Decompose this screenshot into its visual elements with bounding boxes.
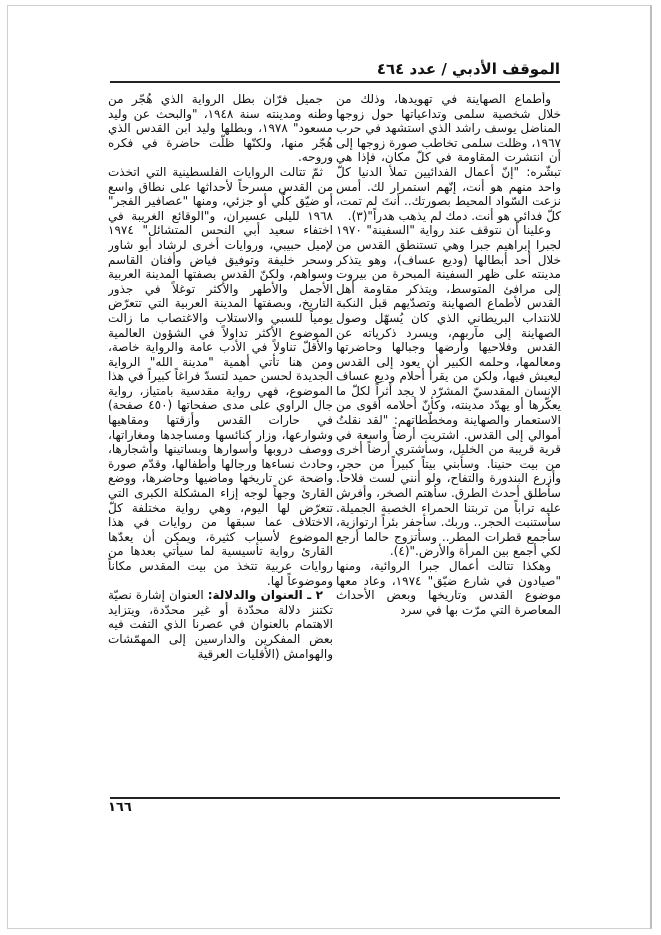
header-rule [110,81,560,83]
left-column [108,92,333,782]
section-paragraph [108,588,333,661]
paragraph: ثمّ تتالت الروايات الفلسطينية التي اتخذت من القدس مسرحاً لأحداثها على نطاق واسع أو ضيّق كلّي أو جزئي، ومنها "عصافير الفجر" ١٩٦٨ لليلى عسيران، و"الوقائع الغريبة في اختفاء سعيد أبي النحس المتشائل" ١٩٧٤ لإميل حبيبي، وروايات أخرى لرشاد أبو شاور وسحر خليفة وتوفيق فياض وأفنان القاسم وسواهم، ولكنّ القدس بصفتها المدينة العربية الأجمل والأطهر والأكثر توغلاً في جذور التاريخ، وبصفتها المدينة العربية التي تتعرّض يومياً للسبي والاستلاب والاغتصاب ما زالت الموضوع الأكثر تداولاً في الشؤون العالمية والأقلّ تناولاً في الأدب عامة والرواية خاصة، ومن هنا تأتي أهمية "مدينة الله" الرواية الجديدة لحسن حميد لتسدّ فراغاً كبيراً في هذا الموضوع، فهي رواية مقدسية بامتياز، رواية جال الراوي على مدى صفحاتها (٤٥٠ صفحة) في حارات القدس وأزقتها ومقاهيها وشوارعها، وزار كنائسها ومساجدها ومغاراتها، ووصف دروبها وأسوارها وبساتينها وأشجارها، وحادث نساءها ورجالها وأطفالها، وقدّم صورة واضحة عن تاريخها وماضيها وحاضرها، ووضع القارئ وجهاً لوجه إزاء المشكلة الكبرى التي تتعرّض لها اليوم، وهي رواية مختلفة كلّ الاختلاف عما سبقها من روايات في هذا الموضوع لأسباب كثيرة، ويمكن أن يعدّها القارئ رواية تأسيسية لما سيأتي بعدها من روايات عربية تتخذ من بيت المقدس مكاناً وموضوعاً لها. [108,164,333,588]
paragraph: جميل فرّان بطل الرواية الذي هُجّر من وطنه ومدينته سنة ١٩٤٨، "والبحث عن وليد مسعود" ١٩٧٨، وبطلها وليد ابن القدس الذي هُجّر منها، ولكنّها ظلّت حاضرة في فكره وروحه. [108,92,333,165]
section-text: العنوان إشارة نصيّة تكتنز دلالة محدّدة أو غير محدّدة، ويتزايد الاهتمام بالعنوان في عصرنا الذي التفت فيه بعض المفكرين والدارسين إلى المهمّشات والهوامش (الأقليات العرقية [108,588,333,661]
paragraph: وعلينا أن نتوقف عند رواية "السفينة" ١٩٧٠ لجبرا إبراهيم جبرا وهي تستنطق القدس من خلال أحد أبطالها (وديع عساف)، وهو يتذكر مدينته على ظهر السفينة المبحرة من بيروت إلى مرافئ المتوسط، ويتذكر مقاومة أهل القدس لأطماع الصهاينة وتصدّيهم قبل النكبة للانتداب البريطاني الذي كان يُسهّل وصول الصهاينة إلى مآربهم، ويسرد ذكرياته عن القدس وفلاحيها وأرضها وجبالها وحاضرتها ومعالمها، وحلمه الكبير أن يعود إلى القدس ليعيش فيها، ولكن من يقرأ أحلام وديع عساف الإنسان المقدسيّ المشرّد لا يجد أثراً لكلّ ما يعكّرها أو يهدّد مدينته، وكأنّ أحلامه أقوى من الاستعمار والصهاينة ومخطّطاتهم: "لقد نقلتُ أموالي إلى القدس. اشتريت أرضاً واسعة في قرية قريبة من الخليل، وسأشتري أرضاً أخرى من بيت حنينا. وسأبني بيتاً كبيراً من حجر، وأزرع البندورة والتفاح، ولو أنني لست فلاحاً. سأطلق أحدث الطرق. سأهتم الصخر، وأفرش عليه تراباً من تربتنا الحمراء الخصبة الجميلة. سأستنبت الحجر.. وربك. سأحفر بئراً ارتوازية، سأجمع قطرات المطر.. وسأتزوج حالما أرجع لكي أجمع بين المرأة والأرض."(٤). [336,223,561,559]
paragraph: وهكذا تتالت أعمال جبرا الروائية، ومنها "صيادون في شارع ضيّق" ١٩٧٤، وعاد معها موضوع القدس وتاريخها وبعض الأحداث المعاصرة التي مرّت بها في سرد [336,559,561,617]
page-header [110,56,560,82]
page-number: ١٦٦ [108,800,132,815]
section-heading: ٢ ـ العنوان والدلالة: [207,588,323,603]
paragraph: وأطماع الصهاينة في تهويدها، وذلك من خلال شخصية سلمى وتداعياتها حول زوجها المناضل يوسف راشد الذي استشهد في حرب ١٩٦٧، وظلت سلمى تخاطب صورة زوجها إلى أن انتشرت المقاومة في كلّ مكان، فإذا هي تبشّره: "إنّ أعمال الفدائيين تملأ الدنيا كلّ واحد منهم هو أنت، إنّهم استمرار لك. أمس نزعت السّواد المحيط بصورتك.. أنتَ لم تمت، كلّ فدائي هو أنت. دمك لم يذهب هدراً"(٣). [336,92,561,223]
right-column [336,92,561,782]
journal-title: الموقف الأدبي / عدد ٤٦٤ [376,60,560,78]
footer-rule [110,797,560,799]
